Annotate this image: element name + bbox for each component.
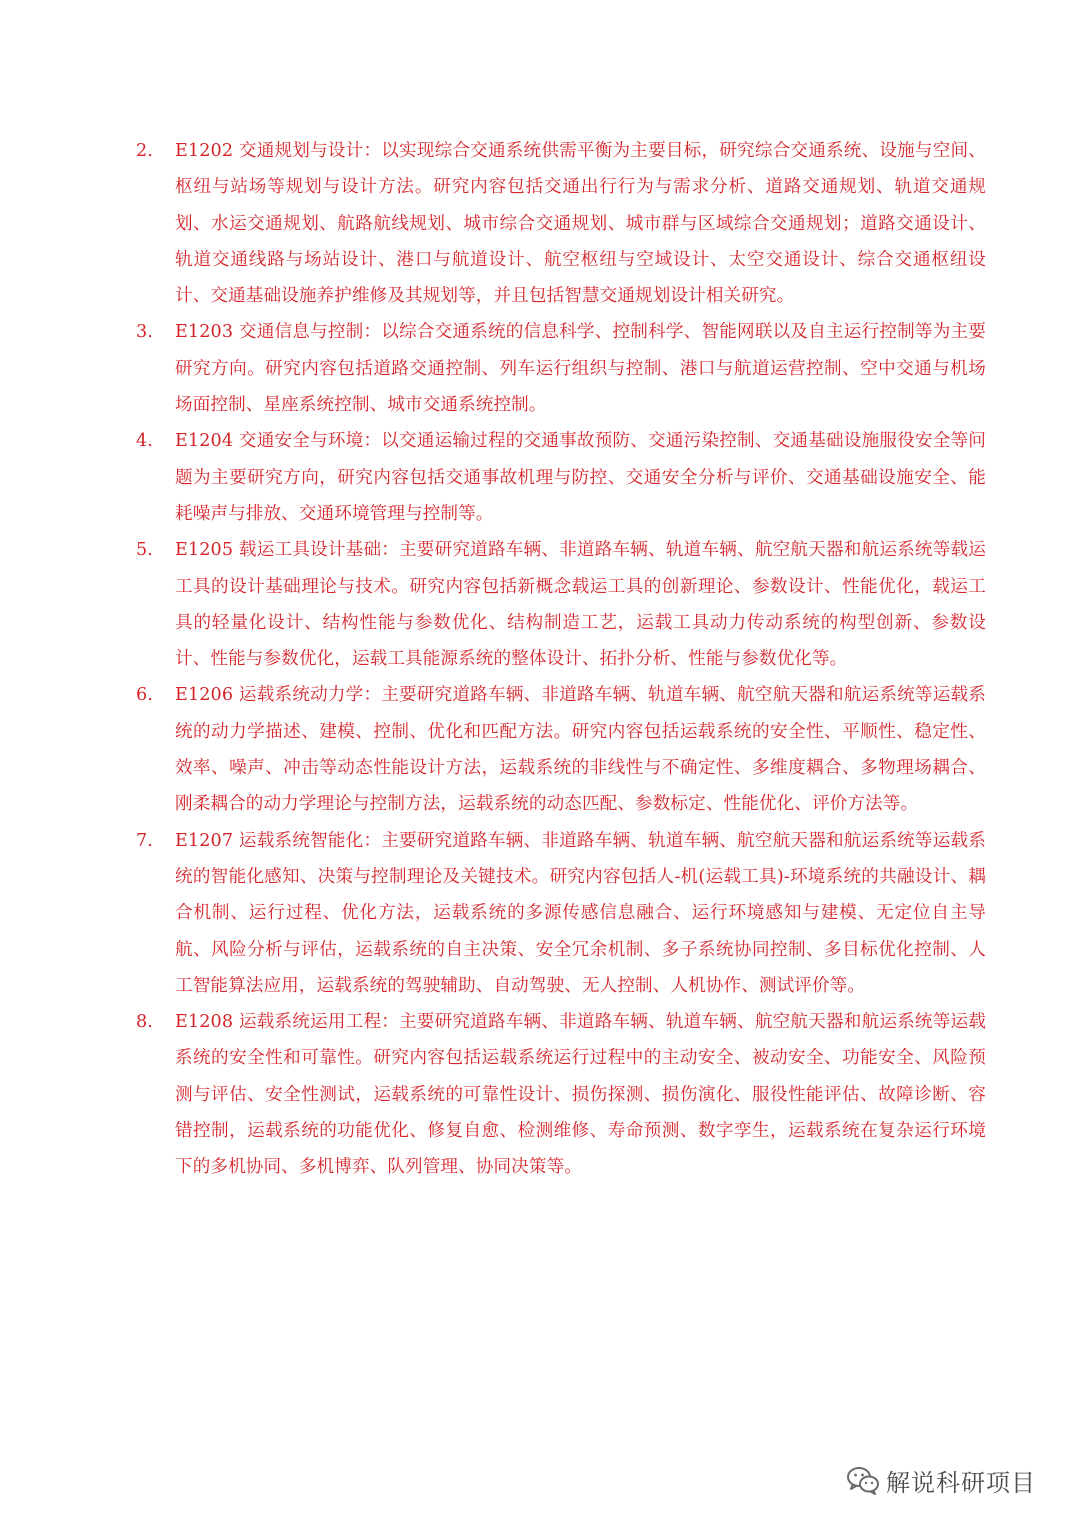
item-text: E1204 交通安全与环境：以交通运输过程的交通事故预防、交通污染控制、交通基础设施服役安全等问题为主要研究方向，研究内容包括交通事故机理与防控、交通安全分析与评价、交通基础设施安全、能耗噪声与排放、交通环境管理与控制等。 [175, 431, 986, 524]
watermark [846, 1462, 1036, 1498]
item-text: E1207 运载系统智能化：主要研究道路车辆、非道路车辆、轨道车辆、航空航天器和航运系统等运载系统的智能化感知、决策与控制理论及关键技术。研究内容包括人-机(运载工具)-环境系统的共融设计、耦合机制、运行过程、优化方法，运载系统的多源传感信息融合、运行环境感知与建模、无定位自主导航、风险分析与评估，运载系统的自主决策、安全冗余机制、多子系统协同控制、多目标优化控制、人工智能算法应用，运载系统的驾驶辅助、自动驾驶、无人控制、人机协作、测试评价等。 [175, 830, 986, 996]
research-area-list [134, 133, 986, 1186]
item-text: E1206 运载系统动力学：主要研究道路车辆、非道路车辆、轨道车辆、航空航天器和航运系统等运载系统的动力学描述、建模、控制、优化和匹配方法。研究内容包括运载系统的安全性、平顺性、稳定性、效率、噪声、冲击等动态性能设计方法，运载系统的非线性与不确定性、多维度耦合、多物理场耦合、刚柔耦合的动力学理论与控制方法，运载系统的动态匹配、参数标定、性能优化、评价方法等。 [175, 685, 986, 815]
list-item [134, 677, 986, 822]
wechat-icon [846, 1465, 880, 1495]
list-item [134, 823, 986, 1004]
item-number: 4. [136, 431, 153, 452]
item-number: 8. [136, 1012, 153, 1033]
item-number: 6. [136, 685, 153, 706]
item-number: 5. [136, 540, 153, 561]
list-item [134, 532, 986, 677]
item-number: 7. [136, 830, 153, 851]
list-item [134, 1004, 986, 1185]
list-item [134, 423, 986, 532]
item-text: E1208 运载系统运用工程：主要研究道路车辆、非道路车辆、轨道车辆、航空航天器和航运系统等运载系统的安全性和可靠性。研究内容包括运载系统运行过程中的主动安全、被动安全、功能安全、风险预测与评估、安全性测试，运载系统的可靠性设计、损伤探测、损伤演化、服役性能评估、故障诊断、容错控制，运载系统的功能优化、修复自愈、检测维修、寿命预测、数字孪生，运载系统在复杂运行环境下的多机协同、多机博弈、队列管理、协同决策等。 [175, 1012, 986, 1178]
list-item [134, 314, 986, 423]
item-text: E1202 交通规划与设计：以实现综合交通系统供需平衡为主要目标，研究综合交通系统、设施与空间、枢纽与站场等规划与设计方法。研究内容包括交通出行行为与需求分析、道路交通规划、轨道交通规划、水运交通规划、航路航线规划、城市综合交通规划、城市群与区域综合交通规划；道路交通设计、轨道交通线路与场站设计、港口与航道设计、航空枢纽与空域设计、太空交通设计、综合交通枢纽设计、交通基础设施养护维修及其规划等，并且包括智慧交通规划设计相关研究。 [175, 141, 986, 307]
item-text: E1205 载运工具设计基础：主要研究道路车辆、非道路车辆、轨道车辆、航空航天器和航运系统等载运工具的设计基础理论与技术。研究内容包括新概念载运工具的创新理论、参数设计、性能优化，载运工具的轻量化设计、结构性能与参数优化、结构制造工艺，运载工具动力传动系统的构型创新、参数设计、性能与参数优化，运载工具能源系统的整体设计、拓扑分析、性能与参数优化等。 [175, 540, 986, 670]
watermark-text: 解说科研项目 [886, 1468, 1036, 1497]
item-text: E1203 交通信息与控制：以综合交通系统的信息科学、控制科学、智能网联以及自主运行控制等为主要研究方向。研究内容包括道路交通控制、列车运行组织与控制、港口与航道运营控制、空中交通与机场场面控制、星座系统控制、城市交通系统控制。 [175, 322, 986, 416]
item-number: 3. [136, 322, 153, 343]
item-number: 2. [136, 141, 153, 161]
list-item [134, 133, 986, 314]
